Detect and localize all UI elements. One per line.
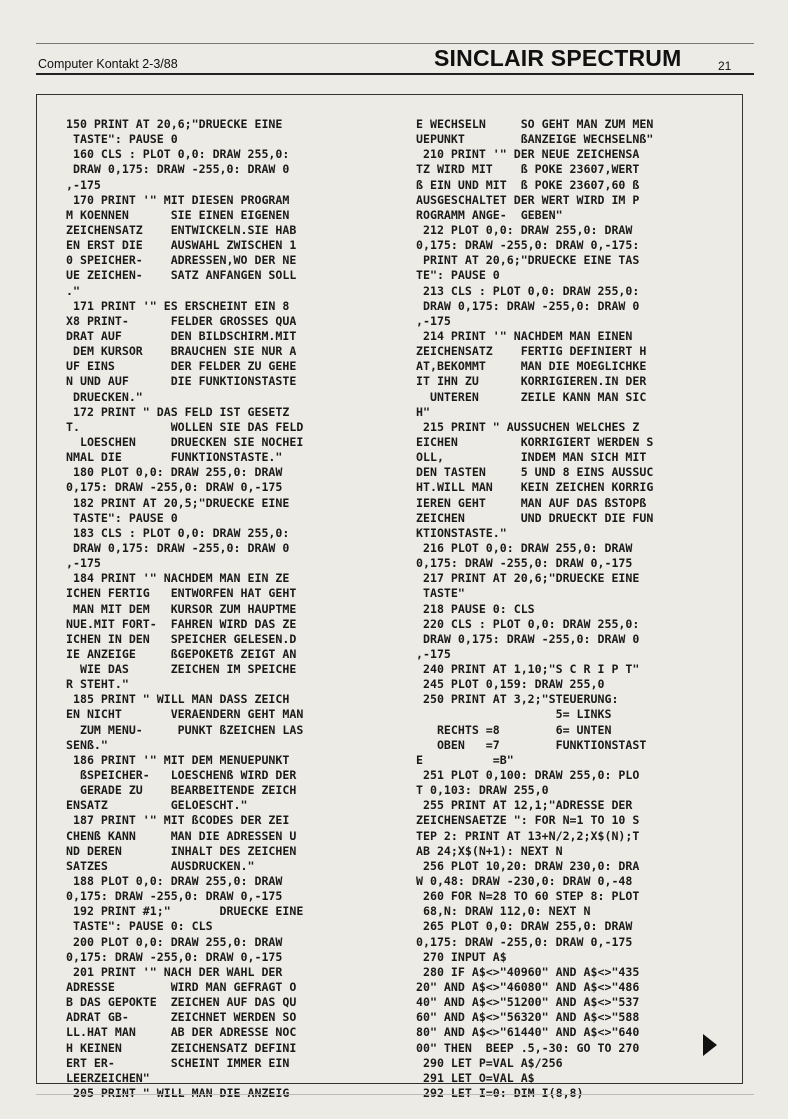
code-line: 280 IF A$<>"40960" AND A$<>"435 <box>416 964 640 979</box>
code-line: 255 PRINT AT 12,1;"ADRESSE DER <box>416 798 633 813</box>
code-line: UEPUNKT ßANZEIGE WECHSELNß" <box>416 132 654 147</box>
code-line: H" <box>416 404 430 419</box>
code-line: 265 PLOT 0,0: DRAW 255,0: DRAW <box>416 919 633 934</box>
code-line: T 0,103: DRAW 255,0 <box>416 783 549 798</box>
code-line: UNTEREN ZEILE KANN MAN SIC <box>416 389 647 404</box>
code-line: ,-175 <box>66 556 101 571</box>
code-line: GERADE ZU BEARBEITENDE ZEICH <box>66 783 297 798</box>
code-line: AUSGESCHALTET DER WERT WIRD IM P <box>416 192 640 207</box>
code-line: EN ERST DIE AUSWAHL ZWISCHEN 1 <box>66 238 297 253</box>
code-line: 214 PRINT '" NACHDEM MAN EINEN <box>416 328 633 343</box>
code-line: 5= LINKS <box>416 707 612 722</box>
code-line: ,-175 <box>416 646 451 661</box>
code-line: 240 PRINT AT 1,10;"S C R I P T" <box>416 662 640 677</box>
code-line: 192 PRINT #1;" DRUECKE EINE <box>66 904 304 919</box>
code-line: LL.HAT MAN AB DER ADRESSE NOC <box>66 1025 297 1040</box>
code-line: DEN TASTEN 5 UND 8 EINS AUSSUC <box>416 465 654 480</box>
code-line: IEREN GEHT MAN AUF DAS ßSTOPß <box>416 495 647 510</box>
code-line: ,-175 <box>66 177 101 192</box>
code-line: ZUM MENU- PUNKT ßZEICHEN LAS <box>66 722 304 737</box>
code-line: 215 PRINT " AUSSUCHEN WELCHES Z <box>416 419 640 434</box>
code-line: TASTE": PAUSE 0 <box>66 132 178 147</box>
code-line: 68,N: DRAW 112,0: NEXT N <box>416 904 591 919</box>
code-line: DRAW 0,175: DRAW -255,0: DRAW 0 <box>416 631 640 646</box>
code-line: LOESCHEN DRUECKEN SIE NOCHEI <box>66 434 304 449</box>
code-line: 260 FOR N=28 TO 60 STEP 8: PLOT <box>416 889 640 904</box>
code-line: UF EINS DER FELDER ZU GEHE <box>66 359 297 374</box>
code-line: DRAW 0,175: DRAW -255,0: DRAW 0 <box>66 540 290 555</box>
code-line: TASTE": PAUSE 0 <box>66 510 178 525</box>
code-line: IT IHN ZU KORRIGIEREN.IN DER <box>416 374 647 389</box>
code-line: TEP 2: PRINT AT 13+N/2,2;X$(N);T <box>416 828 640 843</box>
code-line: ZEICHENSAETZE ": FOR N=1 TO 10 S <box>416 813 640 828</box>
code-line: TZ WIRD MIT ß POKE 23607,WERT <box>416 162 640 177</box>
code-line: DRAT AUF DEN BILDSCHIRM.MIT <box>66 328 297 343</box>
code-line: 245 PLOT 0,159: DRAW 255,0 <box>416 677 605 692</box>
code-line: TASTE" <box>416 586 465 601</box>
code-line: N UND AUF DIE FUNKTIONSTASTE <box>66 374 297 389</box>
code-line: 291 LET O=VAL A$ <box>416 1070 535 1085</box>
code-line: R STEHT." <box>66 677 129 692</box>
code-line: EN NICHT VERAENDERN GEHT MAN <box>66 707 304 722</box>
code-line: DRAW 0,175: DRAW -255,0: DRAW 0 <box>66 162 290 177</box>
code-line: 180 PLOT 0,0: DRAW 255,0: DRAW <box>66 465 283 480</box>
top-rule <box>36 43 754 44</box>
code-line: 217 PRINT AT 20,6;"DRUECKE EINE <box>416 571 640 586</box>
code-line: W 0,48: DRAW -230,0: DRAW 0,-48 <box>416 874 633 889</box>
code-line: NUE.MIT FORT- FAHREN WIRD DAS ZE <box>66 616 297 631</box>
code-line: CHENß KANN MAN DIE ADRESSEN U <box>66 828 297 843</box>
code-line: ZEICHENSATZ ENTWICKELN.SIE HAB <box>66 222 297 237</box>
bottom-rule <box>36 1094 754 1095</box>
magazine-title: Computer Kontakt 2-3/88 <box>38 57 178 71</box>
code-line: 0 SPEICHER- ADRESSEN,WO DER NE <box>66 253 297 268</box>
code-line: ß EIN UND MIT ß POKE 23607,60 ß <box>416 177 640 192</box>
code-line: ,-175 <box>416 313 451 328</box>
code-line: B DAS GEPOKTE ZEICHEN AUF DAS QU <box>66 995 297 1010</box>
code-line: ICHEN FERTIG ENTWORFEN HAT GEHT <box>66 586 297 601</box>
code-line: 182 PRINT AT 20,5;"DRUECKE EINE <box>66 495 290 510</box>
code-line: 185 PRINT " WILL MAN DASS ZEICH <box>66 692 290 707</box>
code-line: DEM KURSOR BRAUCHEN SIE NUR A <box>66 344 297 359</box>
code-line: ." <box>66 283 80 298</box>
code-line: SENß." <box>66 737 108 752</box>
code-line: AT,BEKOMMT MAN DIE MOEGLICHKE <box>416 359 647 374</box>
code-line: 200 PLOT 0,0: DRAW 255,0: DRAW <box>66 934 283 949</box>
code-line: 0,175: DRAW -255,0: DRAW 0,-175 <box>66 889 283 904</box>
code-line: MAN MIT DEM KURSOR ZUM HAUPTME <box>66 601 297 616</box>
code-line: T. WOLLEN SIE DAS FELD <box>66 419 304 434</box>
code-line: 150 PRINT AT 20,6;"DRUECKE EINE <box>66 117 283 131</box>
code-line: 183 CLS : PLOT 0,0: DRAW 255,0: <box>66 525 290 540</box>
code-line: 184 PRINT '" NACHDEM MAN EIN ZE <box>66 571 290 586</box>
code-line: E =B" <box>416 752 514 767</box>
code-line: 0,175: DRAW -255,0: DRAW 0,-175 <box>66 480 283 495</box>
code-line: M KOENNEN SIE EINEN EIGENEN <box>66 207 290 222</box>
code-line: KTIONSTASTE." <box>416 525 507 540</box>
code-line: 220 CLS : PLOT 0,0: DRAW 255,0: <box>416 616 640 631</box>
code-line: 292 LET I=0: DIM I(8,8) <box>416 1086 584 1100</box>
code-line: ICHEN IN DEN SPEICHER GELESEN.D <box>66 631 297 646</box>
code-line: 171 PRINT '" ES ERSCHEINT EIN 8 <box>66 298 290 313</box>
code-line: HT.WILL MAN KEIN ZEICHEN KORRIG <box>416 480 654 495</box>
right-code-column <box>416 117 653 1101</box>
code-line: 251 PLOT 0,100: DRAW 255,0: PLO <box>416 768 640 783</box>
code-line: 205 PRINT " WILL MAN DIE ANZEIG <box>66 1086 290 1100</box>
code-line: ND DEREN INHALT DES ZEICHEN <box>66 843 297 858</box>
header-rule <box>36 73 754 75</box>
code-line: 256 PLOT 10,20: DRAW 230,0: DRA <box>416 858 640 873</box>
page-number: 21 <box>718 59 732 73</box>
code-line: 216 PLOT 0,0: DRAW 255,0: DRAW <box>416 540 633 555</box>
code-line: DRUECKEN." <box>66 389 143 404</box>
code-line: ERT ER- SCHEINT IMMER EIN <box>66 1055 290 1070</box>
code-line: 290 LET P=VAL A$/256 <box>416 1055 563 1070</box>
code-line: 20" AND A$<>"46080" AND A$<>"486 <box>416 980 640 995</box>
code-line: ßSPEICHER- LOESCHENß WIRD DER <box>66 768 297 783</box>
code-line: H KEINEN ZEICHENSATZ DEFINI <box>66 1040 297 1055</box>
code-line: OLL, INDEM MAN SICH MIT <box>416 450 647 465</box>
code-line: 0,175: DRAW -255,0: DRAW 0,-175 <box>416 934 633 949</box>
code-line: 186 PRINT '" MIT DEM MENUEPUNKT <box>66 752 290 767</box>
code-line: 0,175: DRAW -255,0: DRAW 0,-175: <box>416 238 640 253</box>
code-line: EICHEN KORRIGIERT WERDEN S <box>416 434 654 449</box>
code-line: 40" AND A$<>"51200" AND A$<>"537 <box>416 995 640 1010</box>
code-line: AB 24;X$(N+1): NEXT N <box>416 843 563 858</box>
code-line: ZEICHEN UND DRUECKT DIE FUN <box>416 510 654 525</box>
code-line: 00" THEN BEEP .5,-30: GO TO 270 <box>416 1040 640 1055</box>
code-line: ZEICHENSATZ FERTIG DEFINIERT H <box>416 344 647 359</box>
code-line: 172 PRINT " DAS FELD IST GESETZ <box>66 404 290 419</box>
code-line: OBEN =7 FUNKTIONSTAST <box>416 737 647 752</box>
code-line: 250 PRINT AT 3,2;"STEUERUNG: <box>416 692 619 707</box>
code-line: 160 CLS : PLOT 0,0: DRAW 255,0: <box>66 147 290 162</box>
code-line: ROGRAMM ANGE- GEBEN" <box>416 207 563 222</box>
code-line: 80" AND A$<>"61440" AND A$<>"640 <box>416 1025 640 1040</box>
code-line: 60" AND A$<>"56320" AND A$<>"588 <box>416 1010 640 1025</box>
code-line: PRINT AT 20,6;"DRUECKE EINE TAS <box>416 253 640 268</box>
left-code-column <box>66 117 303 1101</box>
section-title: SINCLAIR SPECTRUM <box>434 45 682 71</box>
code-line: 188 PLOT 0,0: DRAW 255,0: DRAW <box>66 874 283 889</box>
code-line: 218 PAUSE 0: CLS <box>416 601 535 616</box>
code-line: WIE DAS ZEICHEN IM SPEICHE <box>66 662 297 677</box>
code-line: 270 INPUT A$ <box>416 949 507 964</box>
code-line: IE ANZEIGE ßGEPOKETß ZEIGT AN <box>66 646 297 661</box>
code-line: DRAW 0,175: DRAW -255,0: DRAW 0 <box>416 298 640 313</box>
code-line: TASTE": PAUSE 0: CLS <box>66 919 213 934</box>
code-line: ENSATZ GELOESCHT." <box>66 798 248 813</box>
code-line: UE ZEICHEN- SATZ ANFANGEN SOLL <box>66 268 297 283</box>
code-line: SATZES AUSDRUCKEN." <box>66 858 255 873</box>
continue-arrow-icon <box>703 1034 717 1056</box>
code-line: 212 PLOT 0,0: DRAW 255,0: DRAW <box>416 222 633 237</box>
code-line: 213 CLS : PLOT 0,0: DRAW 255,0: <box>416 283 640 298</box>
code-line: ADRESSE WIRD MAN GEFRAGT O <box>66 980 297 995</box>
code-line: E WECHSELN SO GEHT MAN ZUM MEN <box>416 117 654 131</box>
code-line: 187 PRINT '" MIT ßCODES DER ZEI <box>66 813 290 828</box>
code-line: 201 PRINT '" NACH DER WAHL DER <box>66 964 283 979</box>
code-line: 210 PRINT '" DER NEUE ZEICHENSA <box>416 147 640 162</box>
code-line: RECHTS =8 6= UNTEN <box>416 722 612 737</box>
code-line: LEERZEICHEN" <box>66 1070 150 1085</box>
code-line: ADRAT GB- ZEICHNET WERDEN SO <box>66 1010 297 1025</box>
code-line: TE": PAUSE 0 <box>416 268 500 283</box>
code-line: 0,175: DRAW -255,0: DRAW 0,-175 <box>416 556 633 571</box>
code-line: NMAL DIE FUNKTIONSTASTE." <box>66 450 283 465</box>
code-line: 170 PRINT '" MIT DIESEN PROGRAM <box>66 192 290 207</box>
code-line: 0,175: DRAW -255,0: DRAW 0,-175 <box>66 949 283 964</box>
code-line: X8 PRINT- FELDER GROSSES QUA <box>66 313 297 328</box>
